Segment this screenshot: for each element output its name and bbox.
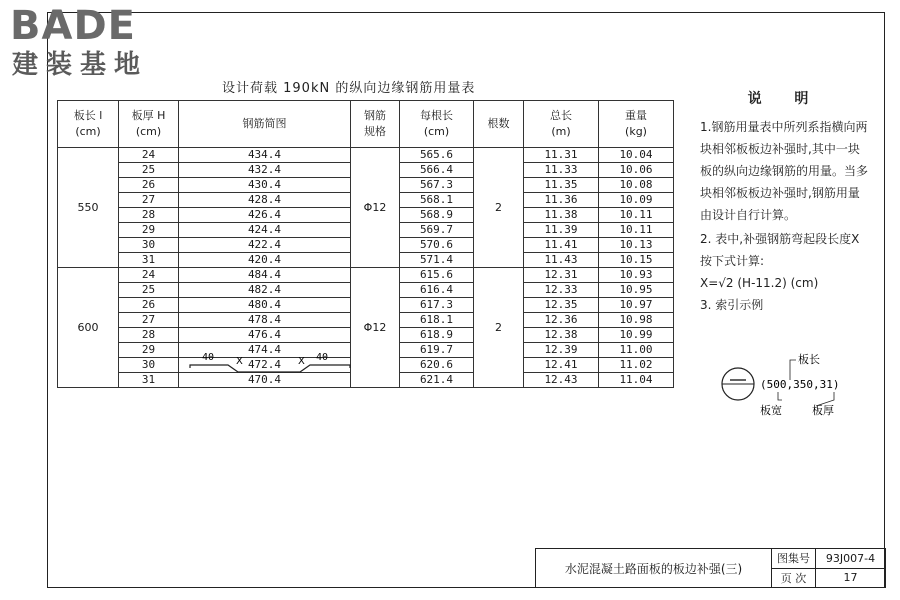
index-label-width: 板宽 [760, 404, 782, 417]
sketch-x-right: X [298, 356, 305, 367]
note-formula: X=√2 (H-11.2) (cm) [700, 276, 819, 290]
table-row [58, 268, 674, 283]
cell-weight: 10.11 [599, 223, 674, 238]
logo-wordmark: BADE [10, 3, 136, 49]
index-example-diagram [720, 350, 870, 420]
cell-sketch-length: 470.4 [179, 373, 351, 388]
atlas-number: 93J007-4 [816, 549, 886, 569]
cell-weight: 11.02 [599, 358, 674, 373]
cell-thickness: 30 [119, 238, 179, 253]
cell-thickness: 31 [119, 373, 179, 388]
index-values: (500,350,31) [760, 378, 840, 391]
logo [10, 4, 170, 82]
title-block [535, 548, 886, 588]
cell-weight: 10.95 [599, 283, 674, 298]
cell-weight: 10.13 [599, 238, 674, 253]
cell-sketch-length: 430.4 [179, 178, 351, 193]
cell-count: 2 [474, 268, 524, 388]
sketch-right-length: 40 [316, 352, 329, 363]
header-sketch [179, 101, 351, 148]
cell-sketch-length: 472.4 [179, 358, 351, 373]
cell-weight: 11.04 [599, 373, 674, 388]
cell-each-length: 571.4 [400, 253, 474, 268]
cell-total: 12.43 [524, 373, 599, 388]
cell-total: 11.39 [524, 223, 599, 238]
logo-subtitle: 建装基地 [12, 50, 149, 80]
cell-weight: 10.04 [599, 148, 674, 163]
header-weight [599, 101, 674, 148]
cell-sketch-length: 480.4 [179, 298, 351, 313]
cell-weight: 10.15 [599, 253, 674, 268]
cell-count: 2 [474, 148, 524, 268]
cell-weight: 10.08 [599, 178, 674, 193]
rebar-bent-line [190, 365, 350, 372]
cell-weight: 10.06 [599, 163, 674, 178]
header-sketch-text: 钢筋简图 [242, 117, 287, 130]
cell-length: 600 [58, 268, 119, 388]
cell-sketch-length: 420.4 [179, 253, 351, 268]
cell-sketch-length: 476.4 [179, 328, 351, 343]
cell-total: 12.38 [524, 328, 599, 343]
cell-sketch-length: 424.4 [179, 223, 351, 238]
cell-sketch-length: 432.4 [179, 163, 351, 178]
note-item-2: 2. 表中,补强钢筋弯起段长度X按下式计算: [700, 232, 860, 268]
cell-weight: 10.09 [599, 193, 674, 208]
cell-thickness: 27 [119, 313, 179, 328]
cell-total: 12.35 [524, 298, 599, 313]
cell-thickness: 29 [119, 343, 179, 358]
header-each-length-text: 每根长 (cm) [420, 109, 453, 138]
header-total [524, 101, 599, 148]
cell-each-length: 620.6 [400, 358, 474, 373]
sketch-left-length: 40 [202, 352, 215, 363]
cell-each-length: 618.1 [400, 313, 474, 328]
cell-sketch-length: 434.4 [179, 148, 351, 163]
cell-each-length: 619.7 [400, 343, 474, 358]
cell-thickness: 26 [119, 298, 179, 313]
cell-weight: 10.97 [599, 298, 674, 313]
index-label-thickness: 板厚 [812, 404, 834, 417]
notes-panel [700, 88, 870, 316]
drawing-title: 水泥混凝土路面板的板边补强(三) [536, 549, 772, 588]
cell-each-length: 566.4 [400, 163, 474, 178]
cell-total: 12.39 [524, 343, 599, 358]
cell-each-length: 615.6 [400, 268, 474, 283]
cell-total: 12.41 [524, 358, 599, 373]
cell-weight: 10.98 [599, 313, 674, 328]
index-leader-top [790, 360, 796, 380]
cell-total: 11.35 [524, 178, 599, 193]
cell-each-length: 569.7 [400, 223, 474, 238]
cell-thickness: 30 [119, 358, 179, 373]
header-weight-text: 重量 (kg) [625, 109, 647, 138]
cell-total: 12.31 [524, 268, 599, 283]
cell-sketch-length: 428.4 [179, 193, 351, 208]
cell-thickness: 28 [119, 328, 179, 343]
cell-total: 11.36 [524, 193, 599, 208]
header-length-text: 板长 l (cm) [73, 109, 103, 138]
note-item-3: 3. 索引示例 [700, 298, 764, 312]
rebar-table [57, 100, 674, 388]
cell-thickness: 26 [119, 178, 179, 193]
cell-sketch-length: 474.4 [179, 343, 351, 358]
table-header-row [58, 101, 674, 148]
cell-thickness: 25 [119, 163, 179, 178]
notes-title: 说 明 [747, 91, 823, 107]
cell-each-length: 616.4 [400, 283, 474, 298]
cell-thickness: 25 [119, 283, 179, 298]
header-thickness [119, 101, 179, 148]
cell-spec: Φ12 [351, 268, 400, 388]
header-total-text: 总长 (m) [550, 109, 572, 138]
cell-total: 11.41 [524, 238, 599, 253]
header-spec [351, 101, 400, 148]
header-count-text: 根数 [487, 117, 510, 130]
cell-total: 12.36 [524, 313, 599, 328]
cell-weight: 10.93 [599, 268, 674, 283]
cell-each-length: 568.9 [400, 208, 474, 223]
header-spec-text: 钢筋 规格 [364, 109, 386, 138]
atlas-label: 图集号 [772, 549, 816, 569]
rebar-sketch-diagram [188, 346, 352, 376]
cell-thickness: 29 [119, 223, 179, 238]
cell-total: 11.31 [524, 148, 599, 163]
cell-each-length: 568.1 [400, 193, 474, 208]
index-leader-width [778, 392, 782, 400]
note-item-1: 1.钢筋用量表中所列系指横向两块相邻板板边补强时,其中一块板的纵向边缘钢筋的用量。当多块相邻板板边补强时,钢筋用量由设计自行计算。 [700, 120, 869, 222]
header-count [474, 101, 524, 148]
cell-each-length: 570.6 [400, 238, 474, 253]
cell-sketch-length: 478.4 [179, 313, 351, 328]
cell-thickness: 31 [119, 253, 179, 268]
table-title: 设计荷载 190kN 的纵向边缘钢筋用量表 [222, 81, 476, 96]
page-label: 页 次 [772, 568, 816, 588]
cell-each-length: 618.9 [400, 328, 474, 343]
cell-total: 11.33 [524, 163, 599, 178]
cell-each-length: 565.6 [400, 148, 474, 163]
page-number: 17 [816, 568, 886, 588]
cell-weight: 10.99 [599, 328, 674, 343]
cell-each-length: 617.3 [400, 298, 474, 313]
cell-each-length: 621.4 [400, 373, 474, 388]
cell-each-length: 567.3 [400, 178, 474, 193]
cell-spec: Φ12 [351, 148, 400, 268]
cell-weight: 11.00 [599, 343, 674, 358]
table-row [58, 148, 674, 163]
cell-sketch-length: 484.4 [179, 268, 351, 283]
sketch-x-left: X [236, 356, 243, 367]
header-each-length [400, 101, 474, 148]
cell-thickness: 24 [119, 268, 179, 283]
table-body [58, 148, 674, 388]
cell-total: 11.43 [524, 253, 599, 268]
cell-sketch-length: 482.4 [179, 283, 351, 298]
header-thickness-text: 板厚 H (cm) [131, 109, 166, 138]
cell-length: 550 [58, 148, 119, 268]
index-label-length: 板长 [798, 353, 820, 366]
cell-thickness: 27 [119, 193, 179, 208]
cell-sketch-length: 422.4 [179, 238, 351, 253]
header-length [58, 101, 119, 148]
cell-total: 11.38 [524, 208, 599, 223]
cell-thickness: 24 [119, 148, 179, 163]
cell-thickness: 28 [119, 208, 179, 223]
cell-sketch-length: 426.4 [179, 208, 351, 223]
cell-weight: 10.11 [599, 208, 674, 223]
cell-total: 12.33 [524, 283, 599, 298]
